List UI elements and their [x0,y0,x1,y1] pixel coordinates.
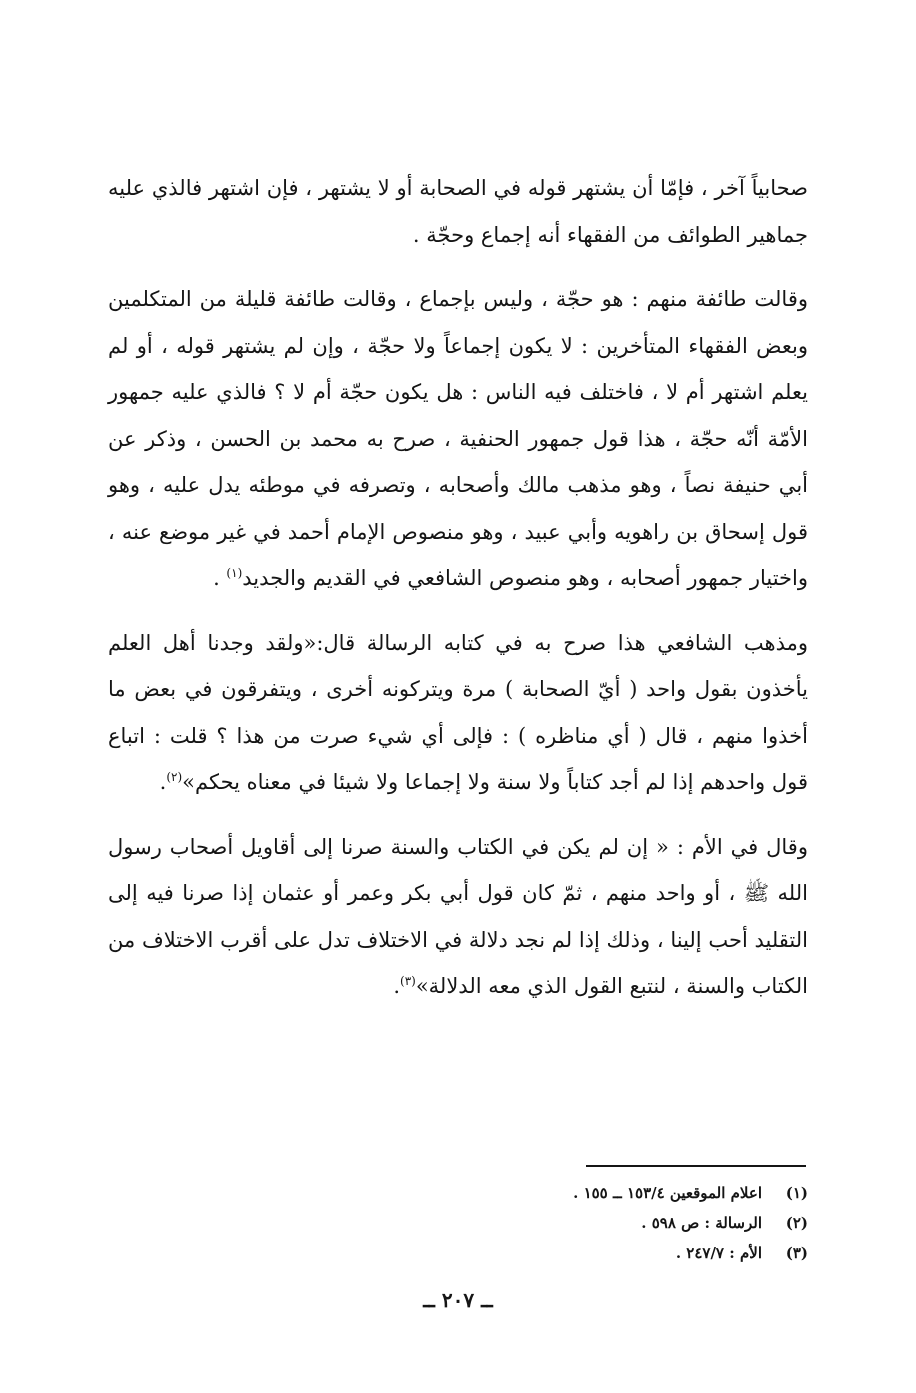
paragraph-3-tail: . [159,770,167,794]
footnote-2-number: (٢) [785,1214,808,1232]
footnote-ref-1: (١) [226,566,243,580]
footnote-divider [586,1165,806,1167]
paragraph-1 [108,165,808,258]
paragraph-4 [108,824,808,1010]
footnote-2-text: الرسالة : ص ٥٩٨ . [641,1214,762,1232]
footnote-1-number: (١) [785,1184,808,1202]
footnote-2 [408,1208,808,1238]
footnote-1 [408,1178,808,1208]
paragraph-4-tail: . [393,974,400,998]
paragraph-4-text: وقال في الأم : « إن لم يكن في الكتاب والسنة صرنا إلى أقاويل أصحاب رسول الله ﷺ ، أو واحد منهم ، ثمّ كان قول أبي بكر وعمر أو عثمان إذا صرنا فيه إلى التقليد أحب إلينا ، وذلك إذا لم نجد دلالة في الاختلاف تدل على أقرب الاختلاف من الكتاب والسنة ، لنتبع القول الذي معه الدلالة» [108,834,808,998]
footnote-1-text: اعلام الموقعين ١٥٣/٤ ــ ١٥٥ . [573,1184,762,1202]
main-text [108,165,808,1010]
paragraph-3-text: ومذهب الشافعي هذا صرح به في كتابه الرسالة قال:«ولقد وجدنا أهل العلم يأخذون بقول واحد ( أيّ الصحابة ) مرة ويتركونه أخرى ، ويتفرقون في بعض ما أخذوا منهم ، قال ( أي مناظره ) : فإلى أي شيء صرت من هذا ؟ قلت : اتباع قول واحدهم إذا لم أجد كتاباً ولا سنة ولا إجماعا ولا شيئا في معناه يحكم» [108,630,808,794]
footnote-ref-2: (٢) [166,770,183,784]
footnote-3-number: (٣) [785,1244,808,1262]
paragraph-2 [108,276,808,602]
paragraph-2-text: وقالت طائفة منهم : هو حجّة ، وليس بإجماع ، وقالت طائفة قليلة من المتكلمين وبعض الفقهاء المتأخرين : لا يكون إجماعاً ولا حجّة ، وإن لم يشتهر قوله ، أو لم يعلم اشتهر أم لا ، فاختلف فيه الناس : هل يكون حجّة أم لا ؟ فالذي عليه جمهور الأمّة أنّه حجّة ، هذا قول جمهور الحنفية ، صرح به محمد بن الحسن ، وذكر عن أبي حنيفة نصاً ، وهو مذهب مالك وأصحابه ، وتصرفه في موطئه يدل عليه ، وهو قول إسحاق بن راهويه وأبي عبيد ، وهو منصوص الإمام أحمد في غير موضع عنه ، واختيار جمهور أصحابه ، وهو منصوص الشافعي في القديم والجديد [108,287,808,590]
page-number: ــ ٢٠٧ ــ [423,1288,493,1312]
footnote-3-text: الأم : ٢٤٧/٧ . [675,1244,762,1262]
footnote-ref-3: (٣) [400,974,416,988]
paragraph-3 [108,620,808,806]
footnotes [408,1178,808,1268]
paragraph-1-text: صحابياً آخر ، فإمّا أن يشتهر قوله في الصحابة أو لا يشتهر ، فإن اشتهر فالذي عليه جماهير الطوائف من الفقهاء أنه إجماع وحجّة . [108,176,808,247]
footnote-3 [408,1238,808,1268]
paragraph-2-tail: . [213,566,227,590]
